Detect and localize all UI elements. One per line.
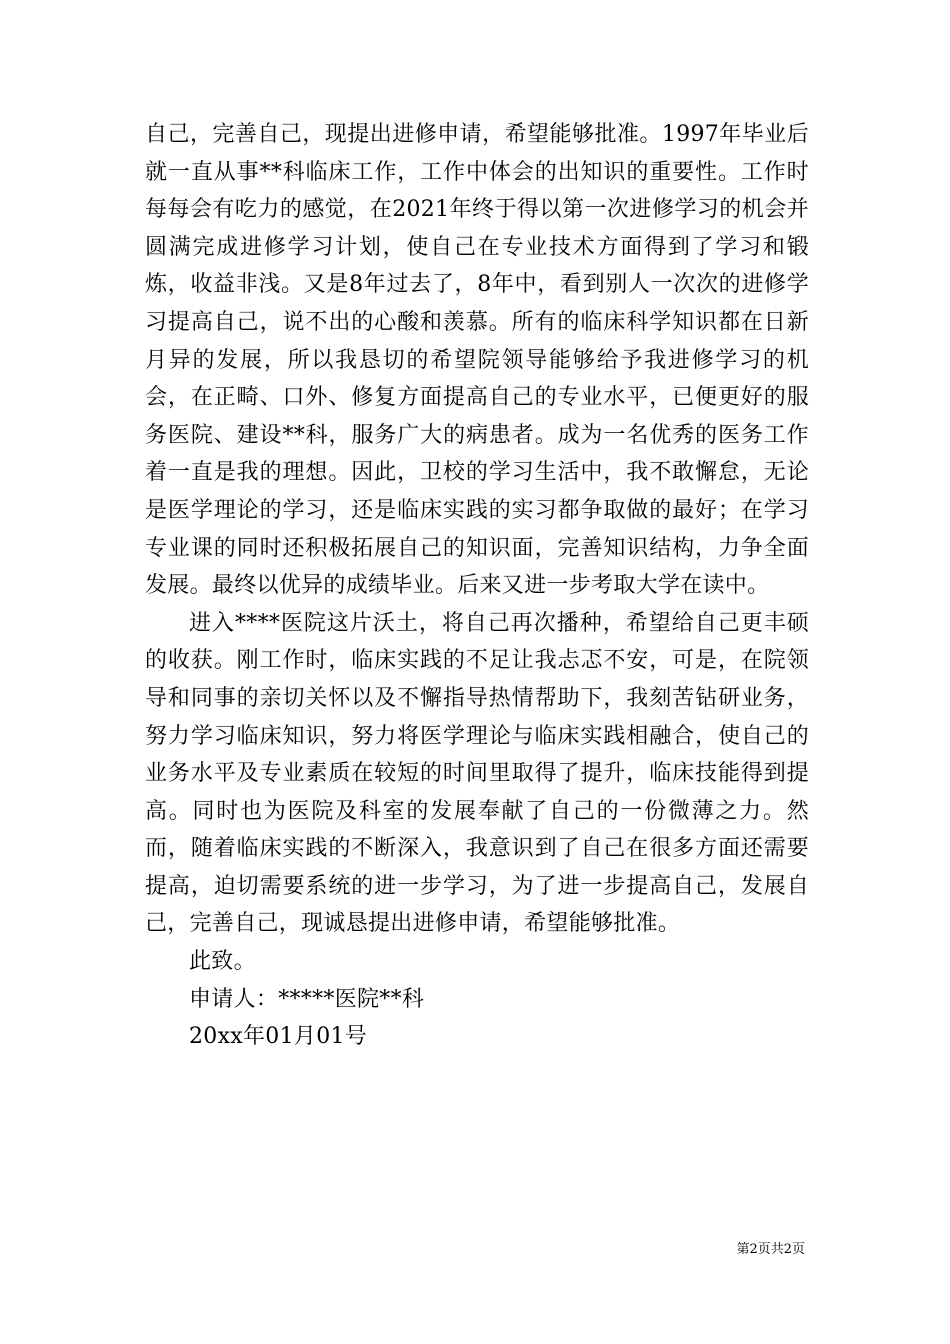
applicant-signature: 申请人：*****医院**科 — [189, 986, 425, 1012]
letter-body — [145, 116, 809, 1056]
paragraph-second: 进入****医院这片沃土，将自己再次播种，希望给自己更丰硕的收获。刚工作时，临床实践的不足让我忐忑不安，可是，在院领导和同事的亲切关怀以及不懈指导热情帮助下，我刻苦钻研业务，努力学习临床知识，努力将医学理论与临床实践相融合，使自己的业务水平及专业素质在较短的时间里取得了提升，临床技能得到提高。同时也为医院及科室的发展奉献了自己的一份微薄之力。然而，随着临床实践的不断深入，我意识到了自己在很多方面还需要提高，迫切需要系统的进一步学习，为了进一步提高自己，发展自己，完善自己，现诚恳提出进修申请，希望能够批准。 — [145, 610, 809, 937]
paragraph-continuation: 自己，完善自己，现提出进修申请，希望能够批准。1997年毕业后就一直从事**科临床工作，工作中体会的出知识的重要性。工作时每每会有吃力的感觉，在2021年终于得以第一次进修学习的机会并圆满完成进修学习计划，使自己在专业技术方面得到了学习和锻炼，收益非浅。又是8年过去了，8年中，看到别人一次次的进修学习提高自己，说不出的心酸和羡慕。所有的临床科学知识都在日新月异的发展，所以我恳切的希望院领导能够给予我进修学习的机会，在正畸、口外、修复方面提高自己的专业水平，已便更好的服务医院、建设**科，服务广大的病患者。成为一名优秀的医务工作着一直是我的理想。因此，卫校的学习生活中，我不敢懈怠，无论是医学理论的学习，还是临床实践的实习都争取做的最好；在学习专业课的同时还积极拓展自己的知识面，完善知识结构，力争全面发展。最终以优异的成绩毕业。后来又进一步考取大学在读中。 — [145, 122, 809, 599]
closing-salutation: 此致。 — [189, 949, 256, 975]
letter-date: 20xx年01月01号 — [189, 1024, 368, 1050]
page-number-footer: 第2页共2页 — [736, 1242, 805, 1257]
